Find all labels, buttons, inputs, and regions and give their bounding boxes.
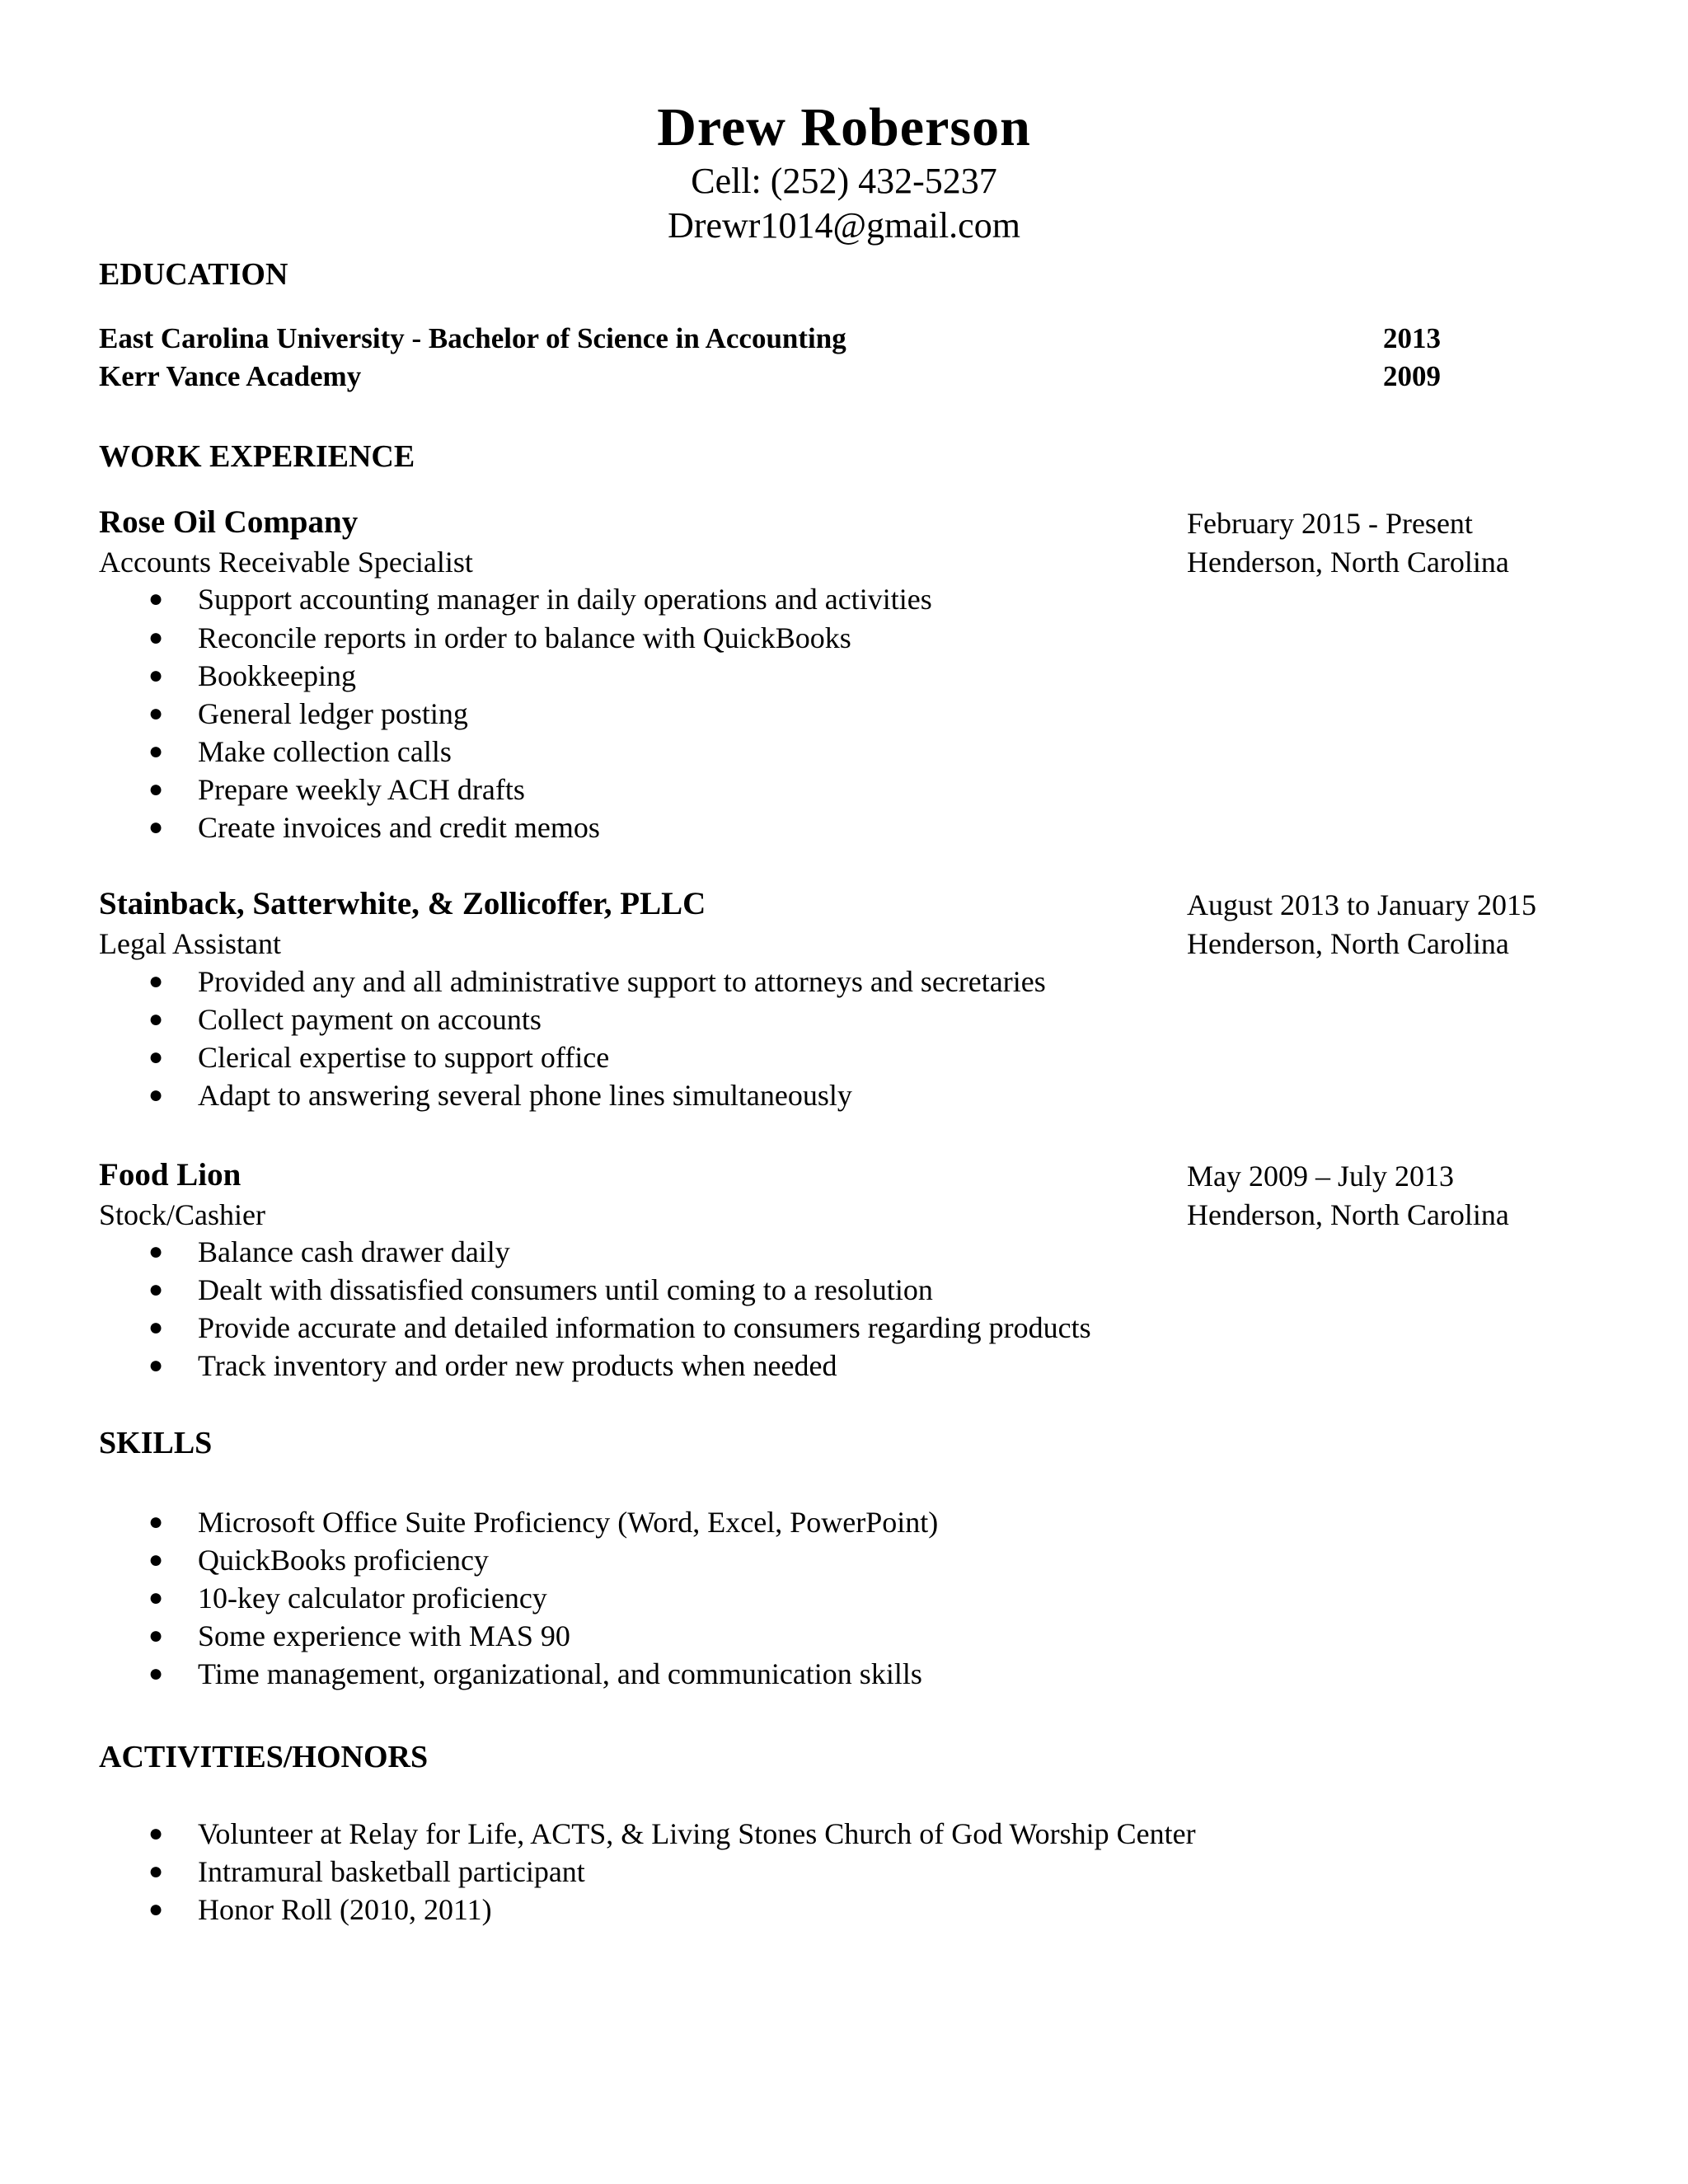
job-duty: Reconcile reports in order to balance with QuickBooks bbox=[198, 621, 851, 654]
job-company: Rose Oil Company bbox=[99, 504, 359, 540]
job-duty: Provided any and all administrative support to attorneys and secretaries bbox=[198, 965, 1046, 998]
work-experience-heading: WORK EXPERIENCE bbox=[99, 439, 415, 474]
skill-item: Time management, organizational, and communication skills bbox=[198, 1657, 922, 1690]
bullet-icon: ● bbox=[148, 1081, 164, 1108]
education-year: 2013 bbox=[1383, 322, 1441, 354]
job-dates: May 2009 – July 2013 bbox=[1187, 1160, 1454, 1193]
skills-heading: SKILLS bbox=[99, 1426, 213, 1460]
job-duty: Provide accurate and detailed information to consumers regarding products bbox=[198, 1311, 1091, 1344]
job-title: Accounts Receivable Specialist bbox=[99, 546, 473, 579]
bullet-icon: ● bbox=[148, 1896, 164, 1923]
bullet-icon: ● bbox=[148, 1584, 164, 1611]
bullet-icon: ● bbox=[148, 1314, 164, 1341]
skill-item: QuickBooks proficiency bbox=[198, 1544, 489, 1577]
bullet-icon: ● bbox=[148, 738, 164, 765]
bullet-icon: ● bbox=[148, 1352, 164, 1379]
skill-item: Some experience with MAS 90 bbox=[198, 1619, 570, 1652]
bullet-icon: ● bbox=[148, 585, 164, 612]
bullet-icon: ● bbox=[148, 1508, 164, 1535]
email-address: Drewr1014@gmail.com bbox=[668, 205, 1020, 246]
applicant-name: Drew Roberson bbox=[657, 97, 1031, 157]
bullet-icon: ● bbox=[148, 1622, 164, 1649]
bullet-icon: ● bbox=[148, 624, 164, 651]
job-dates: February 2015 - Present bbox=[1187, 507, 1473, 540]
education-school: Kerr Vance Academy bbox=[99, 360, 362, 392]
bullet-icon: ● bbox=[148, 1043, 164, 1071]
job-company: Stainback, Satterwhite, & Zollicoffer, PLLC bbox=[99, 886, 706, 921]
skill-item: Microsoft Office Suite Proficiency (Word, Excel, PowerPoint) bbox=[198, 1506, 939, 1539]
bullet-icon: ● bbox=[148, 776, 164, 803]
job-duty: General ledger posting bbox=[198, 697, 468, 730]
job-duty: Track inventory and order new products when needed bbox=[198, 1349, 837, 1382]
education-school: East Carolina University - Bachelor of Science in Accounting bbox=[99, 322, 846, 354]
bullet-icon: ● bbox=[148, 662, 164, 689]
bullet-icon: ● bbox=[148, 968, 164, 995]
job-duty: Collect payment on accounts bbox=[198, 1003, 542, 1036]
bullet-icon: ● bbox=[148, 1858, 164, 1885]
job-location: Henderson, North Carolina bbox=[1187, 927, 1509, 960]
bullet-icon: ● bbox=[148, 1005, 164, 1033]
bullet-icon: ● bbox=[148, 1238, 164, 1265]
bullet-icon: ● bbox=[148, 813, 164, 841]
job-duty: Prepare weekly ACH drafts bbox=[198, 773, 525, 806]
bullet-icon: ● bbox=[148, 1820, 164, 1847]
job-duty: Dealt with dissatisfied consumers until coming to a resolution bbox=[198, 1273, 933, 1306]
phone-number: Cell: (252) 432-5237 bbox=[691, 161, 997, 201]
job-duty: Adapt to answering several phone lines simultaneously bbox=[198, 1079, 852, 1112]
activity-item: Honor Roll (2010, 2011) bbox=[198, 1893, 492, 1926]
job-duty: Support accounting manager in daily operations and activities bbox=[198, 583, 932, 616]
job-location: Henderson, North Carolina bbox=[1187, 546, 1509, 579]
bullet-icon: ● bbox=[148, 1660, 164, 1687]
job-duty: Create invoices and credit memos bbox=[198, 811, 600, 844]
job-location: Henderson, North Carolina bbox=[1187, 1198, 1509, 1231]
job-title: Legal Assistant bbox=[99, 927, 281, 960]
skill-item: 10-key calculator proficiency bbox=[198, 1582, 547, 1615]
job-duty: Balance cash drawer daily bbox=[198, 1235, 510, 1268]
job-duty: Bookkeeping bbox=[198, 659, 356, 692]
education-year: 2009 bbox=[1383, 360, 1441, 392]
job-dates: August 2013 to January 2015 bbox=[1187, 888, 1536, 921]
job-title: Stock/Cashier bbox=[99, 1198, 265, 1231]
bullet-icon: ● bbox=[148, 700, 164, 727]
job-duty: Make collection calls bbox=[198, 735, 452, 768]
activity-item: Volunteer at Relay for Life, ACTS, & Living Stones Church of God Worship Center bbox=[198, 1817, 1196, 1850]
bullet-icon: ● bbox=[148, 1276, 164, 1303]
job-company: Food Lion bbox=[99, 1157, 241, 1193]
activities-heading: ACTIVITIES/HONORS bbox=[99, 1740, 429, 1774]
job-duty: Clerical expertise to support office bbox=[198, 1041, 610, 1074]
education-heading: EDUCATION bbox=[99, 257, 288, 292]
bullet-icon: ● bbox=[148, 1546, 164, 1573]
activity-item: Intramural basketball participant bbox=[198, 1855, 585, 1888]
